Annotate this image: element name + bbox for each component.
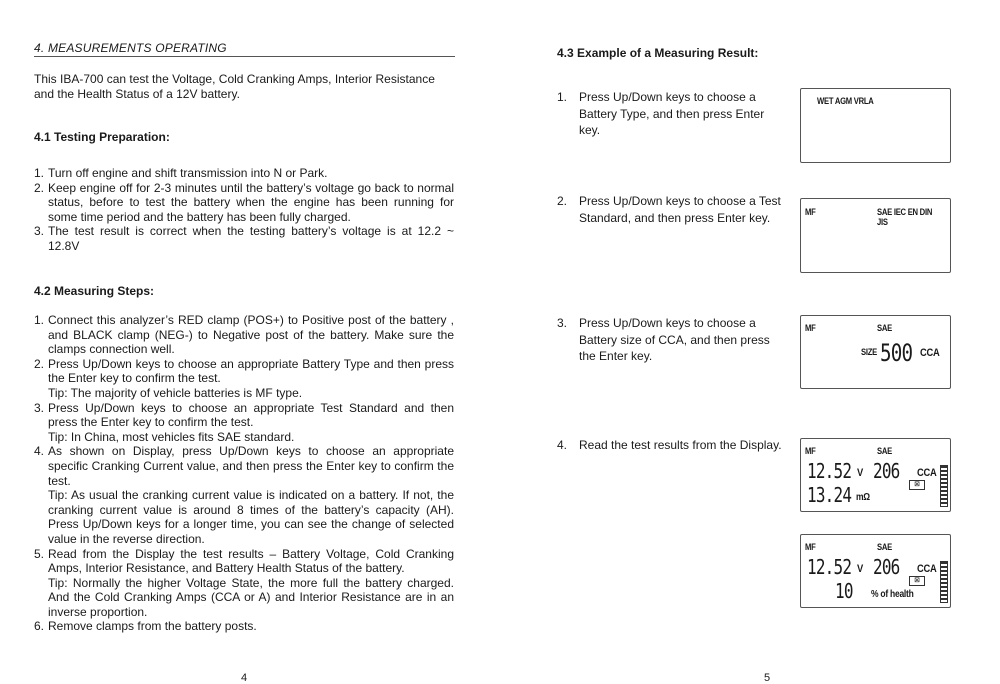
health-unit: % of health [871,589,914,600]
health-value: 10 [835,579,853,603]
battery-icon: ⊠ [909,480,925,490]
cca-value: 500 [880,339,913,367]
charge-meter-icon [940,561,948,603]
example-item: 3. Press Up/Down keys to choose a Battery size of CCA, and then press the Enter key. [557,316,770,364]
list-item: 2. Press Up/Down keys to choose an appropriate Battery Type and then press the Enter key to confirm the test. Tip: The majority of vehicle batteries is MF type. [34,356,454,400]
list-item: 1. Connect this analyzer’s RED clamp (POS+) to Positive post of the battery , and BLACK clamp (NEG-) to Negative post of the battery. Make sure the clamps connection well. [34,313,454,357]
list-item: 5. Read from the Display the test results – Battery Voltage, Cold Cranking Amps, Interior Resistance, and Battery Health Status of the battery. Tip: Normally the higher Voltage State, the more full the battery charged. And the Cold Cranking Amps (CCA or A) and Interior Resistance are in an inverse proportion. [34,546,454,619]
voltage-unit: V [857,563,863,575]
cca-unit: CCA [920,347,940,359]
cca-unit: CCA [917,467,937,479]
voltage-value: 12.52 [807,459,852,483]
example-item: 1. Press Up/Down keys to choose a Battery Type, and then press Enter key. [557,90,765,138]
tip: Tip: In China, most vehicles fits SAE standard. [48,429,295,444]
prep-title: 4.1 Testing Preparation: [34,130,170,144]
battery-types: WET AGM VRLA [817,96,874,106]
battery-type: MF [805,542,816,552]
tip: Tip: Normally the higher Voltage State, the more full the battery charged. And the Cold Cranking Amps (CCA or A) and Interior Resistance are in an inverse proportion. [48,575,454,619]
list-item: 3. The test result is correct when the testing battery’s voltage is at 12.2 ~ 12.8V [34,224,454,253]
list-item: 4. As shown on Display, press Up/Down keys to choose an appropriate specific Cranking Current value, and then press the Enter key to confirm the test. Tip: As usual the cranking current value is indicated on a battery. If not, the cranking current value is around 8 times of the battery’s capacity (AH). Press Up/Down keys for a longer time, you can see the change of selected value in the reverse direction. [34,444,454,546]
size-label: SIZE [861,347,877,357]
lcd-health-results [800,534,951,608]
battery-icon: ⊠ [909,576,925,586]
list-item: 1. Turn off engine and shift transmission into N or Park. [34,166,328,180]
intro-paragraph: This IBA-700 can test the Voltage, Cold Cranking Amps, Interior Resistance and the Health Status of a 12V battery. [34,72,435,101]
charge-meter-icon [940,465,948,507]
tip: Tip: The majority of vehicle batteries is MF type. [48,385,303,400]
standard: SAE [877,446,892,456]
page-number: 4 [241,672,248,684]
lcd-cca-size [800,315,951,389]
resistance-unit: mΩ [856,492,870,503]
voltage-unit: V [857,467,863,479]
lcd-test-results [800,438,951,512]
cca-value: 206 [873,555,900,579]
tip: Tip: As usual the cranking current value is indicated on a battery. If not, the cranking current value is around 8 times of the battery’s capacity (AH). Press Up/Down keys for a longer time, you can see the change of selected value in the reverse direction. [48,488,454,546]
standards: SAE IEC EN DIN JIS [877,207,933,227]
example-heading: 4.3 Example of a Measuring Result: [557,46,759,60]
section-heading: 4. MEASUREMENTS OPERATING [34,41,455,57]
list-item: 2. Keep engine off for 2-3 minutes until the battery’s voltage go back to normal status, before to test the battery when the engine has been running for some time period and the battery has been fully charged. [34,180,454,224]
right-page [500,0,1000,684]
resistance-value: 13.24 [807,483,852,507]
list-item: 3. Press Up/Down keys to choose an appropriate Test Standard and then press the Enter key to confirm the test. Tip: In China, most vehicles fits SAE standard. [34,400,454,444]
cca-value: 206 [873,459,900,483]
lcd-test-standard [800,198,951,273]
standard: SAE [877,542,892,552]
prep-list [34,166,454,254]
steps-list [34,313,454,634]
battery-type: MF [805,207,816,217]
cca-unit: CCA [917,563,937,575]
list-item: 6. Remove clamps from the battery posts. [34,619,257,634]
lcd-battery-type [800,88,951,163]
steps-title: 4.2 Measuring Steps: [34,284,155,298]
battery-type: MF [805,446,816,456]
standard: SAE [877,323,892,333]
page-number: 5 [764,672,771,684]
example-item: 2. Press Up/Down keys to choose a Test Standard, and then press Enter key. [557,194,781,225]
voltage-value: 12.52 [807,555,852,579]
example-item: 4. Read the test results from the Display. [557,438,782,452]
battery-type: MF [805,323,816,333]
